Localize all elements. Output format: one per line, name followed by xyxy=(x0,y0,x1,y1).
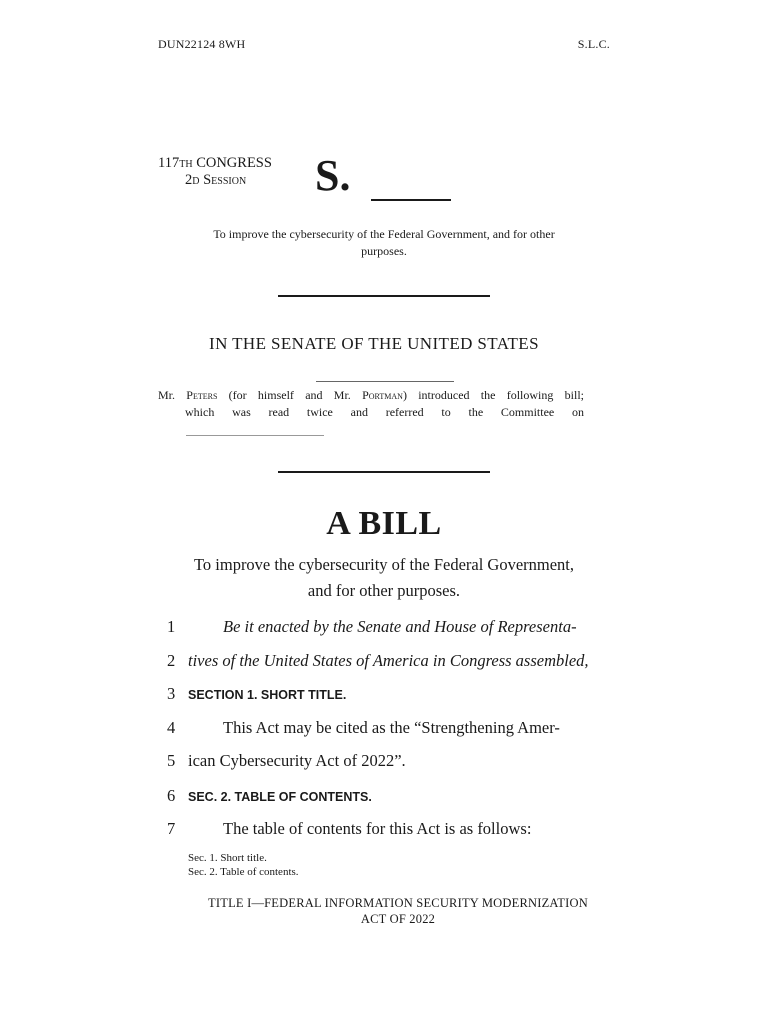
section-text-line: The table of contents for this Act is as follows: xyxy=(223,819,532,838)
intro-rest: ) introduced the following bill; xyxy=(402,388,584,402)
title-heading-line-1: TITLE I—FEDERAL INFORMATION SECURITY MODERNIZATION xyxy=(208,896,588,910)
cosponsor-name: Portman xyxy=(362,388,403,402)
session-number: 2 xyxy=(185,172,193,188)
purpose-line-2: purposes. xyxy=(361,244,407,258)
line-number: 4 xyxy=(167,718,176,737)
congress-session-block xyxy=(158,155,272,189)
bill-subtitle xyxy=(158,552,610,604)
table-of-contents xyxy=(188,851,299,879)
session-label xyxy=(158,172,272,189)
line-number: 6 xyxy=(167,786,176,805)
line-number: 7 xyxy=(167,819,176,838)
congress-suffix: th xyxy=(179,155,193,171)
enacting-clause-line: tives of the United States of America in Congress assembled, xyxy=(188,651,589,670)
divider-rule xyxy=(278,295,490,297)
sponsor-name: Peters xyxy=(186,388,218,402)
toc-entry: Sec. 1. Short title. xyxy=(188,852,267,864)
introduction-paragraph xyxy=(158,387,584,421)
senate-heading: IN THE SENATE OF THE UNITED STATES xyxy=(209,334,539,353)
intro-mid: (for himself and Mr. xyxy=(217,388,363,402)
session-suffix: d xyxy=(192,172,200,188)
document-id: DUN22124 8WH xyxy=(158,37,246,51)
document-stamp: S.L.C. xyxy=(577,37,610,51)
intro-prefix: Mr. xyxy=(158,388,187,402)
section-heading: SECTION 1. SHORT TITLE. xyxy=(188,688,347,702)
title-heading-line-2: ACT OF 2022 xyxy=(360,912,436,926)
section-heading: SEC. 2. TABLE OF CONTENTS. xyxy=(188,790,372,804)
intro-line-2: which was read twice and referred to the Committee on xyxy=(185,405,584,419)
bill-number: S. xyxy=(315,151,351,200)
section-text-line: ican Cybersecurity Act of 2022”. xyxy=(188,751,406,770)
section-text-line: This Act may be cited as the “Strengthening Amer- xyxy=(223,718,560,737)
congress-number: 117 xyxy=(158,155,180,171)
session-word: Session xyxy=(199,172,247,188)
line-number: 1 xyxy=(167,617,176,636)
a-bill-title: A BILL xyxy=(326,505,442,542)
bill-number-blank xyxy=(371,199,451,201)
line-number: 5 xyxy=(167,751,176,770)
divider-rule-2 xyxy=(278,471,490,473)
toc-entry: Sec. 2. Table of contents. xyxy=(188,866,299,878)
purpose-statement xyxy=(175,226,593,260)
purpose-line-1: To improve the cybersecurity of the Federal Government, and for other xyxy=(213,227,555,241)
thin-divider xyxy=(316,381,454,382)
line-number: 2 xyxy=(167,651,176,670)
line-number: 3 xyxy=(167,684,176,703)
subtitle-line-2: and for other purposes. xyxy=(307,581,461,600)
congress-label xyxy=(158,155,272,172)
committee-blank xyxy=(186,435,324,436)
enacting-clause-line: Be it enacted by the Senate and House of Representa- xyxy=(223,617,577,636)
subtitle-line-1: To improve the cybersecurity of the Federal Government, xyxy=(193,555,575,574)
congress-word: CONGRESS xyxy=(192,155,272,171)
title-heading xyxy=(188,895,608,927)
